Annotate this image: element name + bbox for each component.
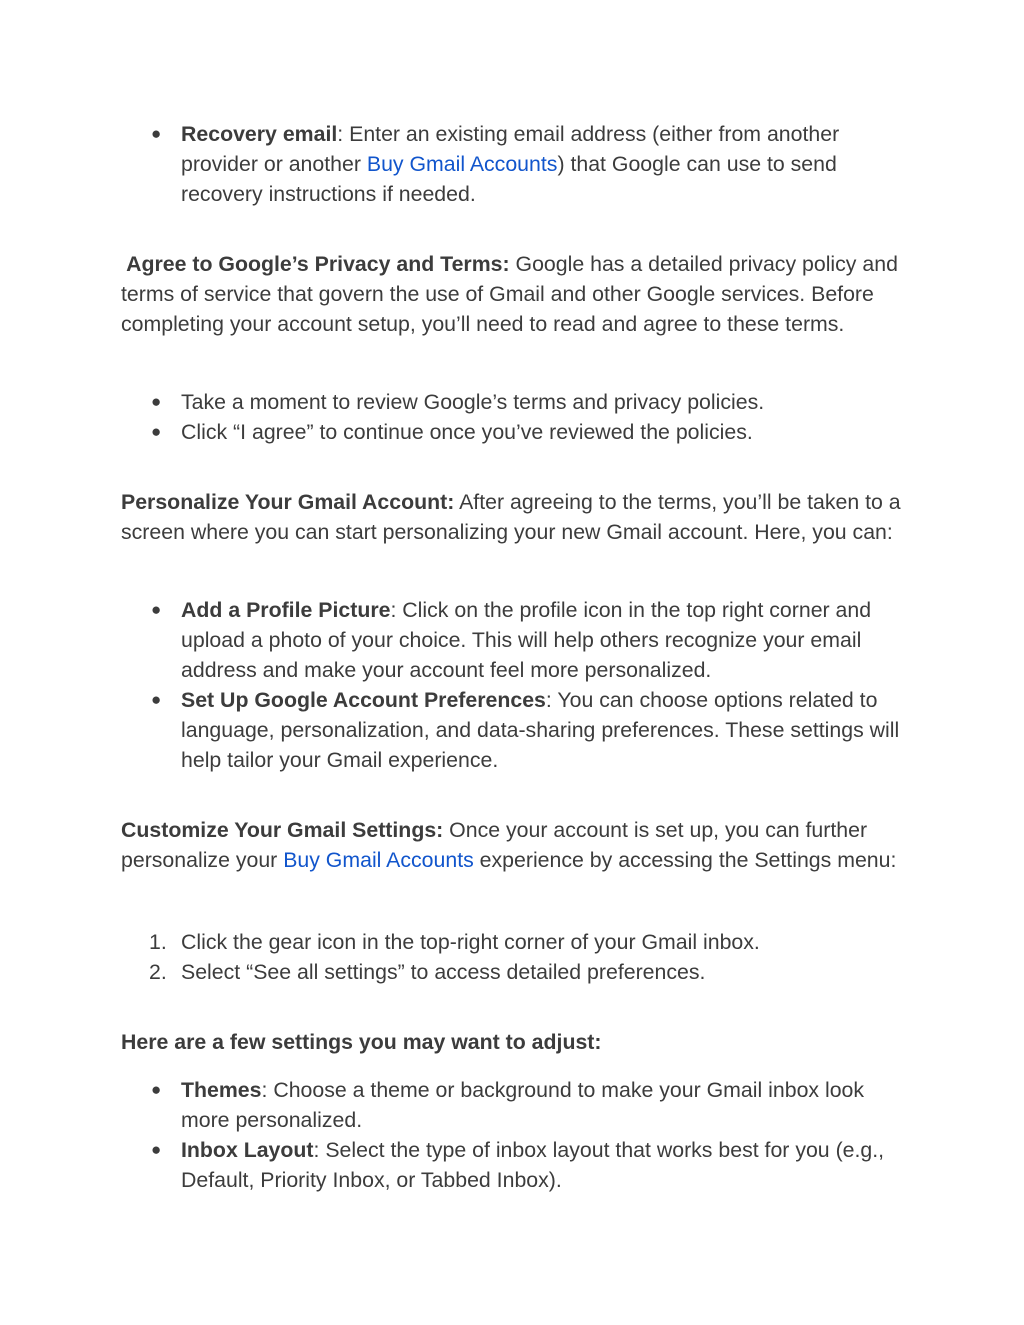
adjust-paragraph — [121, 1027, 911, 1057]
item-text: Click “I agree” to continue once you’ve reviewed the policies. — [181, 420, 753, 444]
item-text: ) that Google can use to send recovery instructions if needed. — [181, 152, 837, 206]
item-bold-label: Recovery email — [181, 122, 338, 146]
item-text: Click the gear icon in the top-right corner of your Gmail inbox. — [181, 930, 760, 954]
item-text: Select “See all settings” to access detailed preferences. — [181, 960, 706, 984]
bullet-icon: ● — [151, 1080, 162, 1099]
bullet-icon: ● — [151, 600, 162, 619]
list-item — [121, 119, 911, 209]
item-bold-label: Inbox Layout — [181, 1138, 314, 1162]
adjust-heading: Here are a few settings you may want to adjust: — [121, 1030, 602, 1054]
customize-steps-list — [121, 927, 911, 987]
list-item — [121, 595, 911, 685]
personalize-heading: Personalize Your Gmail Account: — [121, 490, 455, 514]
item-bold-label: Add a Profile Picture — [181, 598, 391, 622]
customize-paragraph — [121, 815, 911, 875]
list-item — [121, 957, 911, 987]
privacy-text: Google has a detailed privacy policy and terms of service that govern the use of Gmail and other Google services. Before completing your account setup, you’ll need to read and agree to these terms. — [121, 252, 898, 336]
customize-text: experience by accessing the Settings menu: — [473, 848, 897, 872]
list-item — [121, 927, 911, 957]
privacy-paragraph — [121, 249, 911, 339]
bullet-icon: ● — [151, 1140, 162, 1159]
privacy-list — [121, 387, 911, 447]
bullet-icon: ● — [151, 124, 162, 143]
buy-gmail-accounts-link[interactable]: Buy Gmail Accounts — [283, 848, 474, 872]
recovery-list — [121, 119, 911, 209]
step-number: 1. — [149, 930, 167, 954]
adjust-list — [121, 1075, 911, 1195]
personalize-paragraph — [121, 487, 911, 547]
item-text: : You can choose options related to language, personalization, and data-sharing preferences. These settings will help tailor your Gmail experience. — [181, 688, 900, 772]
customize-text: Once your account is set up, you can further personalize your — [121, 818, 868, 872]
item-text: : Select the type of inbox layout that works best for you (e.g., Default, Priority Inbox, or Tabbed Inbox). — [181, 1138, 885, 1192]
personalize-list — [121, 595, 911, 775]
buy-gmail-accounts-link[interactable]: Buy Gmail Accounts — [366, 152, 558, 176]
list-item — [121, 1075, 911, 1135]
bullet-icon: ● — [151, 422, 162, 441]
item-text: : Enter an existing email address (either from another provider or another — [181, 122, 840, 176]
list-item — [121, 417, 911, 447]
item-bold-label: Set Up Google Account Preferences — [181, 688, 546, 712]
bullet-icon: ● — [151, 690, 162, 709]
list-item — [121, 685, 911, 775]
list-item — [121, 1135, 911, 1195]
item-text: : Choose a theme or background to make your Gmail inbox look more personalized. — [181, 1078, 865, 1132]
step-number: 2. — [149, 960, 167, 984]
personalize-text: After agreeing to the terms, you’ll be taken to a screen where you can start personalizing your new Gmail account. Here, you can: — [121, 490, 901, 544]
list-item — [121, 387, 911, 417]
item-text: Take a moment to review Google’s terms and privacy policies. — [181, 390, 765, 414]
privacy-heading: Agree to Google’s Privacy and Terms: — [121, 252, 510, 276]
bullet-icon: ● — [151, 392, 162, 411]
customize-heading: Customize Your Gmail Settings: — [121, 818, 444, 842]
item-text: : Click on the profile icon in the top right corner and upload a photo of your choice. This will help others recognize your email address and make your account feel more personalized. — [181, 598, 872, 682]
item-bold-label: Themes — [181, 1078, 262, 1102]
